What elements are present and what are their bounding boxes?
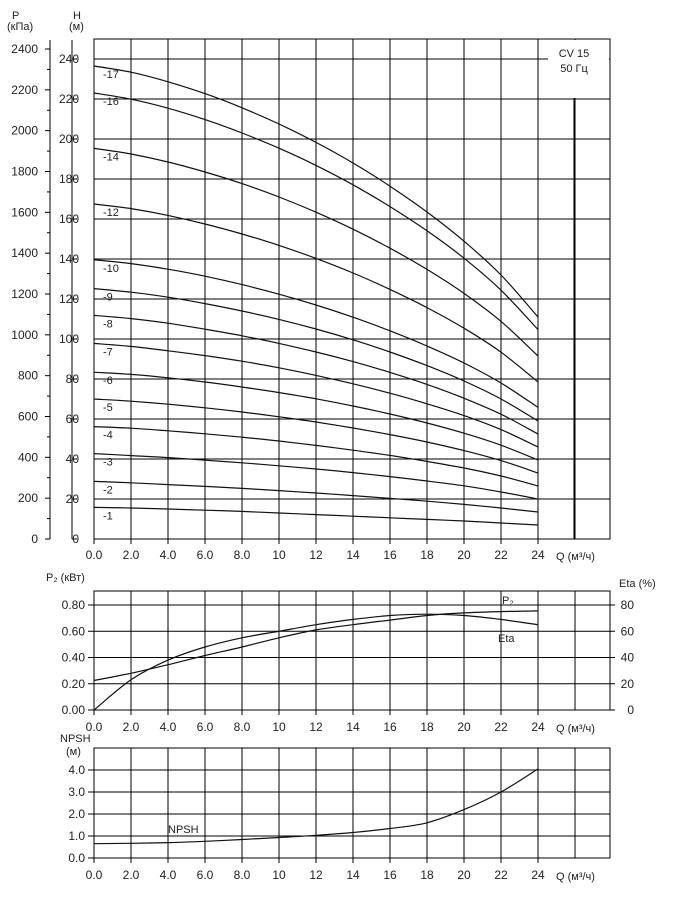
efficiency-axis-title: Eta (%) bbox=[619, 578, 656, 590]
x-tick-label: 20 bbox=[457, 868, 471, 882]
stage-label: -5 bbox=[103, 402, 113, 414]
x-tick-label: 16 bbox=[383, 868, 397, 882]
head-tick-label: 200 bbox=[58, 132, 79, 146]
plot-frame bbox=[94, 39, 610, 539]
pressure-axis-unit: (кПа) bbox=[7, 21, 34, 33]
x-tick-label: 0.0 bbox=[85, 720, 103, 734]
x-tick-label: 8.0 bbox=[233, 548, 251, 562]
x-tick-label: 6.0 bbox=[196, 548, 214, 562]
power-tick-label: 0.20 bbox=[61, 676, 85, 691]
x-tick-label: 22 bbox=[494, 548, 508, 562]
stage-label: -9 bbox=[103, 291, 113, 304]
pressure-tick-label: 0 bbox=[31, 532, 38, 546]
plot-frame bbox=[94, 748, 610, 858]
x-tick-label: 20 bbox=[457, 548, 471, 562]
power-series-label: P₂ bbox=[502, 595, 514, 607]
stage-label: -17 bbox=[103, 69, 119, 81]
x-tick-label: 18 bbox=[420, 868, 434, 882]
head-tick-label: 20 bbox=[65, 492, 79, 506]
efficiency-tick-label: 80 bbox=[620, 598, 634, 612]
x-tick-label: 6.0 bbox=[196, 720, 214, 734]
pressure-tick-label: 1400 bbox=[11, 246, 38, 261]
npsh-tick-label: 1.0 bbox=[68, 829, 85, 843]
x-tick-label: 4.0 bbox=[159, 720, 177, 734]
stage-label: -10 bbox=[103, 262, 119, 275]
pressure-tick-label: 2000 bbox=[11, 123, 38, 138]
x-tick-label: 24 bbox=[531, 548, 545, 562]
x-tick-label: 16 bbox=[383, 548, 397, 562]
npsh-tick-label: 0.0 bbox=[68, 851, 85, 865]
efficiency-tick-label: 40 bbox=[620, 650, 634, 665]
head-axis-title: H bbox=[73, 10, 81, 22]
x-tick-label: 16 bbox=[383, 720, 397, 734]
x-tick-label: 14 bbox=[346, 548, 360, 562]
x-tick-label: 12 bbox=[309, 548, 323, 562]
pressure-tick-label: 1600 bbox=[11, 205, 38, 220]
npsh-tick-label: 4.0 bbox=[68, 763, 85, 777]
power-tick-label: 0.80 bbox=[61, 598, 85, 612]
npsh-axis-title: NPSH bbox=[60, 733, 91, 745]
head-tick-label: 140 bbox=[58, 252, 79, 266]
head-tick-label: 240 bbox=[58, 52, 79, 66]
head-tick-label: 160 bbox=[58, 212, 79, 226]
power-tick-label: 0.60 bbox=[61, 624, 85, 639]
pressure-tick-label: 400 bbox=[17, 450, 38, 465]
x-tick-label: 8.0 bbox=[233, 868, 251, 882]
head-tick-label: 100 bbox=[58, 332, 79, 346]
npsh-axis-unit: (м) bbox=[66, 746, 81, 758]
x-tick-label: 18 bbox=[420, 548, 434, 562]
power-axis-title: P₂ (кВт) bbox=[46, 572, 85, 584]
chart-title: CV 15 bbox=[558, 48, 590, 60]
stage-label: -2 bbox=[103, 484, 113, 497]
power-efficiency-chart bbox=[46, 572, 656, 735]
x-tick-label: 10 bbox=[272, 548, 286, 562]
pressure-tick-label: 2200 bbox=[11, 82, 38, 97]
efficiency-series-label: Eta bbox=[498, 633, 515, 645]
head-tick-label: 40 bbox=[65, 452, 79, 466]
head-tick-label: 220 bbox=[58, 92, 79, 106]
stage-label: -6 bbox=[103, 375, 113, 388]
npsh-chart bbox=[60, 733, 610, 883]
head-tick-label: 0 bbox=[72, 532, 79, 546]
npsh-tick-label: 2.0 bbox=[68, 807, 85, 821]
pressure-tick-label: 1800 bbox=[11, 164, 38, 179]
x-tick-label: 18 bbox=[420, 720, 434, 734]
head-tick-label: 120 bbox=[58, 292, 79, 306]
x-tick-label: 14 bbox=[346, 868, 360, 882]
x-tick-label: 2.0 bbox=[122, 548, 140, 562]
pressure-axis-title: P bbox=[12, 10, 20, 22]
head-tick-label: 180 bbox=[58, 172, 79, 186]
efficiency-tick-label: 60 bbox=[620, 624, 634, 639]
x-axis-title: Q (м³/ч) bbox=[556, 871, 595, 883]
efficiency-tick-label: 20 bbox=[620, 676, 634, 691]
head-chart bbox=[7, 10, 610, 563]
power-tick-label: 0.00 bbox=[61, 703, 85, 717]
x-tick-label: 12 bbox=[309, 868, 323, 882]
x-tick-label: 2.0 bbox=[122, 868, 140, 882]
x-tick-label: 6.0 bbox=[196, 868, 214, 882]
stage-label: -16 bbox=[103, 96, 119, 108]
npsh-series-label: NPSH bbox=[168, 824, 199, 836]
x-axis-title: Q (м³/ч) bbox=[556, 551, 595, 563]
pressure-tick-label: 1200 bbox=[11, 287, 38, 301]
stage-label: -3 bbox=[103, 456, 113, 469]
pressure-tick-label: 200 bbox=[17, 491, 38, 506]
x-tick-label: 14 bbox=[346, 720, 360, 734]
head-tick-label: 80 bbox=[65, 372, 79, 386]
x-tick-label: 8.0 bbox=[233, 720, 251, 734]
x-tick-label: 4.0 bbox=[159, 548, 177, 562]
pressure-tick-label: 800 bbox=[17, 368, 38, 383]
x-tick-label: 10 bbox=[272, 868, 286, 882]
pressure-tick-label: 2400 bbox=[11, 42, 38, 56]
pressure-tick-label: 1000 bbox=[11, 327, 38, 342]
stage-label: -8 bbox=[103, 318, 113, 331]
pressure-tick-label: 600 bbox=[17, 409, 38, 424]
x-axis-title: Q (м³/ч) bbox=[556, 723, 595, 735]
stage-label: -4 bbox=[103, 429, 113, 442]
x-tick-label: 0.0 bbox=[85, 868, 103, 882]
chart-subtitle: 50 Гц bbox=[560, 63, 588, 75]
head-axis-unit: (м) bbox=[69, 21, 84, 33]
x-tick-label: 20 bbox=[457, 720, 471, 734]
efficiency-tick-label: 0 bbox=[627, 703, 634, 717]
x-tick-label: 24 bbox=[531, 720, 545, 734]
head-tick-label: 60 bbox=[65, 412, 79, 426]
x-tick-label: 12 bbox=[309, 720, 323, 734]
npsh-tick-label: 3.0 bbox=[68, 785, 85, 799]
x-tick-label: 22 bbox=[494, 868, 508, 882]
x-tick-label: 0.0 bbox=[85, 548, 103, 562]
stage-label: -12 bbox=[103, 207, 119, 219]
plot-frame bbox=[94, 591, 610, 710]
stage-label: -7 bbox=[103, 346, 113, 359]
x-tick-label: 24 bbox=[531, 868, 545, 882]
stage-label: -1 bbox=[103, 510, 113, 523]
x-tick-label: 2.0 bbox=[122, 720, 140, 734]
x-tick-label: 10 bbox=[272, 720, 286, 734]
power-tick-label: 0.40 bbox=[61, 650, 85, 665]
x-tick-label: 4.0 bbox=[159, 868, 177, 882]
x-tick-label: 22 bbox=[494, 720, 508, 734]
stage-label: -14 bbox=[103, 151, 119, 164]
